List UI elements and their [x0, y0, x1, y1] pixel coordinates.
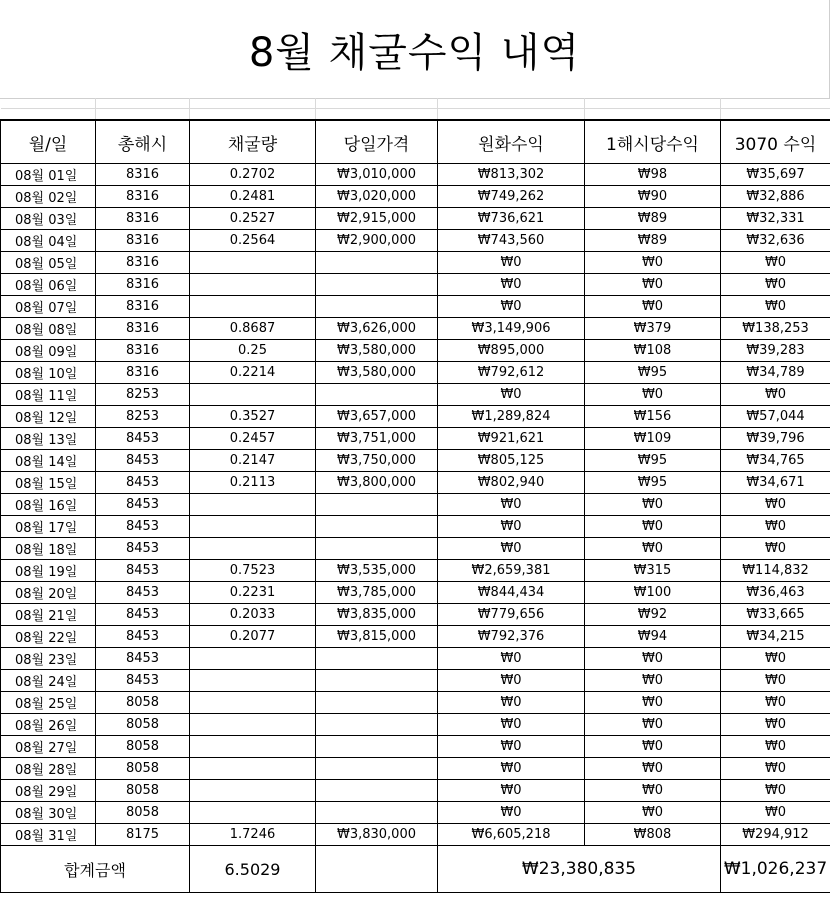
per-hash-cell[interactable]: ₩0 [585, 516, 721, 538]
header-krw-revenue[interactable]: 원화수익 [438, 120, 585, 164]
revenue-3070-cell[interactable]: ₩34,215 [721, 626, 830, 648]
hash-cell[interactable]: 8453 [96, 428, 190, 450]
header-date[interactable]: 월/일 [1, 120, 96, 164]
price-cell[interactable] [316, 494, 438, 516]
blank-cell[interactable] [721, 109, 830, 121]
price-cell[interactable]: ₩3,815,000 [316, 626, 438, 648]
krw-revenue-cell[interactable]: ₩844,434 [438, 582, 585, 604]
hash-cell[interactable]: 8316 [96, 340, 190, 362]
hash-cell[interactable]: 8453 [96, 516, 190, 538]
blank-cell[interactable] [585, 98, 721, 109]
hash-cell[interactable]: 8316 [96, 230, 190, 252]
hash-cell[interactable]: 8253 [96, 384, 190, 406]
per-hash-cell[interactable]: ₩0 [585, 494, 721, 516]
blank-cell[interactable] [190, 98, 316, 109]
per-hash-cell[interactable]: ₩0 [585, 670, 721, 692]
mined-cell[interactable] [190, 296, 316, 318]
date-cell[interactable]: 08월 04일 [1, 230, 96, 252]
date-cell[interactable]: 08월 17일 [1, 516, 96, 538]
hash-cell[interactable]: 8316 [96, 164, 190, 186]
mined-cell[interactable]: 0.2033 [190, 604, 316, 626]
table-row [1, 428, 830, 450]
hash-cell[interactable]: 8453 [96, 626, 190, 648]
mined-cell[interactable]: 0.2113 [190, 472, 316, 494]
date-cell[interactable]: 08월 12일 [1, 406, 96, 428]
hash-cell[interactable]: 8453 [96, 472, 190, 494]
per-hash-cell[interactable]: ₩95 [585, 450, 721, 472]
krw-revenue-cell[interactable]: ₩736,621 [438, 208, 585, 230]
mined-cell[interactable]: 0.7523 [190, 560, 316, 582]
revenue-3070-cell[interactable]: ₩0 [721, 274, 830, 296]
mined-cell[interactable] [190, 780, 316, 802]
table-row [1, 648, 830, 670]
price-cell[interactable]: ₩3,010,000 [316, 164, 438, 186]
table-row [1, 230, 830, 252]
blank-cell[interactable] [316, 109, 438, 121]
revenue-3070-cell[interactable]: ₩33,665 [721, 604, 830, 626]
table-row [1, 758, 830, 780]
price-cell[interactable] [316, 274, 438, 296]
revenue-3070-cell[interactable]: ₩294,912 [721, 824, 830, 846]
date-cell[interactable]: 08월 02일 [1, 186, 96, 208]
date-cell[interactable]: 08월 03일 [1, 208, 96, 230]
date-cell[interactable]: 08월 09일 [1, 340, 96, 362]
krw-revenue-cell[interactable]: ₩0 [438, 802, 585, 824]
krw-revenue-cell[interactable]: ₩749,262 [438, 186, 585, 208]
header-3070-revenue[interactable]: 3070 수익 [721, 120, 830, 164]
mined-cell[interactable]: 1.7246 [190, 824, 316, 846]
krw-revenue-cell[interactable]: ₩805,125 [438, 450, 585, 472]
blank-row [1, 98, 830, 109]
krw-revenue-cell[interactable]: ₩0 [438, 758, 585, 780]
table-row [1, 296, 830, 318]
mined-cell[interactable]: 0.2147 [190, 450, 316, 472]
date-cell[interactable]: 08월 10일 [1, 362, 96, 384]
price-cell[interactable] [316, 736, 438, 758]
date-cell[interactable]: 08월 21일 [1, 604, 96, 626]
revenue-3070-cell[interactable]: ₩34,765 [721, 450, 830, 472]
price-cell[interactable] [316, 252, 438, 274]
hash-cell[interactable]: 8058 [96, 736, 190, 758]
krw-revenue-cell[interactable]: ₩0 [438, 538, 585, 560]
hash-cell[interactable]: 8058 [96, 758, 190, 780]
price-cell[interactable]: ₩3,751,000 [316, 428, 438, 450]
date-cell[interactable]: 08월 06일 [1, 274, 96, 296]
per-hash-cell[interactable]: ₩108 [585, 340, 721, 362]
table-row [1, 494, 830, 516]
header-total-hash[interactable]: 총해시 [96, 120, 190, 164]
krw-revenue-cell[interactable]: ₩792,376 [438, 626, 585, 648]
revenue-3070-cell[interactable]: ₩114,832 [721, 560, 830, 582]
hash-cell[interactable]: 8058 [96, 802, 190, 824]
date-cell[interactable]: 08월 08일 [1, 318, 96, 340]
krw-revenue-cell[interactable]: ₩921,621 [438, 428, 585, 450]
table-row [1, 780, 830, 802]
per-hash-cell[interactable]: ₩808 [585, 824, 721, 846]
revenue-3070-cell[interactable]: ₩0 [721, 670, 830, 692]
date-cell[interactable]: 08월 27일 [1, 736, 96, 758]
price-cell[interactable]: ₩2,900,000 [316, 230, 438, 252]
revenue-3070-cell[interactable]: ₩32,636 [721, 230, 830, 252]
revenue-3070-cell[interactable]: ₩36,463 [721, 582, 830, 604]
blank-cell[interactable] [190, 109, 316, 121]
date-cell[interactable]: 08월 28일 [1, 758, 96, 780]
krw-revenue-cell[interactable]: ₩0 [438, 670, 585, 692]
revenue-3070-cell[interactable]: ₩32,886 [721, 186, 830, 208]
per-hash-cell[interactable]: ₩0 [585, 296, 721, 318]
per-hash-cell[interactable]: ₩0 [585, 802, 721, 824]
price-cell[interactable]: ₩3,535,000 [316, 560, 438, 582]
hash-cell[interactable]: 8175 [96, 824, 190, 846]
blank-cell[interactable] [316, 98, 438, 109]
blank-cell[interactable] [585, 109, 721, 121]
sheet-title: 8월 채굴수익 내역 [248, 29, 581, 76]
per-hash-cell[interactable]: ₩89 [585, 230, 721, 252]
mined-cell[interactable] [190, 648, 316, 670]
hash-cell[interactable]: 8316 [96, 274, 190, 296]
price-cell[interactable]: ₩3,626,000 [316, 318, 438, 340]
date-cell[interactable]: 08월 15일 [1, 472, 96, 494]
per-hash-cell[interactable]: ₩95 [585, 472, 721, 494]
per-hash-cell[interactable]: ₩0 [585, 252, 721, 274]
blank-cell[interactable] [438, 109, 585, 121]
hash-cell[interactable]: 8316 [96, 318, 190, 340]
krw-revenue-cell[interactable]: ₩0 [438, 252, 585, 274]
price-cell[interactable]: ₩3,580,000 [316, 340, 438, 362]
mined-cell[interactable] [190, 494, 316, 516]
krw-revenue-cell[interactable]: ₩895,000 [438, 340, 585, 362]
mined-cell[interactable]: 0.2214 [190, 362, 316, 384]
per-hash-cell[interactable]: ₩94 [585, 626, 721, 648]
per-hash-cell[interactable]: ₩95 [585, 362, 721, 384]
hash-cell[interactable]: 8253 [96, 406, 190, 428]
hash-cell[interactable]: 8453 [96, 648, 190, 670]
table-row [1, 406, 830, 428]
mined-cell[interactable] [190, 736, 316, 758]
table-row [1, 318, 830, 340]
hash-cell[interactable]: 8316 [96, 186, 190, 208]
blank-cell[interactable] [96, 109, 190, 121]
krw-revenue-cell[interactable]: ₩0 [438, 692, 585, 714]
per-hash-cell[interactable]: ₩0 [585, 758, 721, 780]
mined-cell[interactable]: 0.25 [190, 340, 316, 362]
mined-cell[interactable]: 0.2457 [190, 428, 316, 450]
krw-revenue-cell[interactable]: ₩2,659,381 [438, 560, 585, 582]
table-row [1, 340, 830, 362]
mined-cell[interactable]: 0.2702 [190, 164, 316, 186]
krw-revenue-cell[interactable]: ₩743,560 [438, 230, 585, 252]
date-cell[interactable]: 08월 05일 [1, 252, 96, 274]
table-row [1, 560, 830, 582]
revenue-3070-cell[interactable]: ₩34,671 [721, 472, 830, 494]
revenue-3070-cell[interactable]: ₩0 [721, 516, 830, 538]
krw-revenue-cell[interactable]: ₩6,605,218 [438, 824, 585, 846]
per-hash-cell[interactable]: ₩100 [585, 582, 721, 604]
date-cell[interactable]: 08월 23일 [1, 648, 96, 670]
krw-revenue-cell[interactable]: ₩813,302 [438, 164, 585, 186]
revenue-3070-cell[interactable]: ₩0 [721, 736, 830, 758]
blank-cell[interactable] [1, 98, 96, 109]
date-cell[interactable]: 08월 29일 [1, 780, 96, 802]
revenue-3070-cell[interactable]: ₩39,283 [721, 340, 830, 362]
mined-cell[interactable]: 0.2527 [190, 208, 316, 230]
revenue-3070-cell[interactable]: ₩39,796 [721, 428, 830, 450]
krw-revenue-cell[interactable]: ₩0 [438, 736, 585, 758]
revenue-3070-cell[interactable]: ₩0 [721, 494, 830, 516]
krw-revenue-cell[interactable]: ₩0 [438, 274, 585, 296]
per-hash-cell[interactable]: ₩89 [585, 208, 721, 230]
date-cell[interactable]: 08월 13일 [1, 428, 96, 450]
date-cell[interactable]: 08월 14일 [1, 450, 96, 472]
blank-cell[interactable] [721, 98, 830, 109]
price-cell[interactable]: ₩3,657,000 [316, 406, 438, 428]
krw-revenue-cell[interactable]: ₩0 [438, 714, 585, 736]
mined-cell[interactable]: 0.2481 [190, 186, 316, 208]
hash-cell[interactable]: 8453 [96, 538, 190, 560]
price-cell[interactable]: ₩2,915,000 [316, 208, 438, 230]
table-row [1, 736, 830, 758]
hash-cell[interactable]: 8453 [96, 670, 190, 692]
table-row [1, 450, 830, 472]
mined-cell[interactable] [190, 670, 316, 692]
mined-cell[interactable] [190, 252, 316, 274]
mined-cell[interactable] [190, 692, 316, 714]
price-cell[interactable]: ₩3,750,000 [316, 450, 438, 472]
price-cell[interactable] [316, 648, 438, 670]
mined-cell[interactable] [190, 802, 316, 824]
table-row [1, 252, 830, 274]
krw-revenue-cell[interactable]: ₩1,289,824 [438, 406, 585, 428]
price-cell[interactable] [316, 780, 438, 802]
table-row [1, 186, 830, 208]
price-cell[interactable] [316, 758, 438, 780]
table-row [1, 714, 830, 736]
price-cell[interactable] [316, 296, 438, 318]
date-cell[interactable]: 08월 25일 [1, 692, 96, 714]
table-row [1, 538, 830, 560]
total-krw[interactable]: ₩23,380,835 [438, 846, 721, 893]
krw-revenue-cell[interactable]: ₩0 [438, 296, 585, 318]
header-revenue-per-hash[interactable]: 1해시당수익 [585, 120, 721, 164]
date-cell[interactable]: 08월 01일 [1, 164, 96, 186]
revenue-3070-cell[interactable]: ₩0 [721, 648, 830, 670]
table-row [1, 516, 830, 538]
per-hash-cell[interactable]: ₩92 [585, 604, 721, 626]
hash-cell[interactable]: 8453 [96, 582, 190, 604]
blank-cell[interactable] [438, 98, 585, 109]
table-row [1, 208, 830, 230]
per-hash-cell[interactable]: ₩315 [585, 560, 721, 582]
hash-cell[interactable]: 8316 [96, 362, 190, 384]
hash-cell[interactable]: 8058 [96, 780, 190, 802]
per-hash-cell[interactable]: ₩109 [585, 428, 721, 450]
table-row [1, 274, 830, 296]
krw-revenue-cell[interactable]: ₩792,612 [438, 362, 585, 384]
revenue-3070-cell[interactable]: ₩0 [721, 780, 830, 802]
date-cell[interactable]: 08월 07일 [1, 296, 96, 318]
revenue-3070-cell[interactable]: ₩0 [721, 384, 830, 406]
mined-cell[interactable]: 0.2564 [190, 230, 316, 252]
total-row [1, 846, 830, 893]
hash-cell[interactable]: 8453 [96, 450, 190, 472]
hash-cell[interactable]: 8058 [96, 692, 190, 714]
mined-cell[interactable] [190, 758, 316, 780]
mined-cell[interactable] [190, 274, 316, 296]
sheet-title-cell[interactable] [0, 0, 830, 99]
mining-table [0, 98, 830, 893]
per-hash-cell[interactable]: ₩0 [585, 714, 721, 736]
revenue-3070-cell[interactable]: ₩138,253 [721, 318, 830, 340]
mined-cell[interactable] [190, 384, 316, 406]
date-cell[interactable]: 08월 18일 [1, 538, 96, 560]
hash-cell[interactable]: 8316 [96, 252, 190, 274]
table-row [1, 670, 830, 692]
table-row [1, 384, 830, 406]
price-cell[interactable]: ₩3,830,000 [316, 824, 438, 846]
price-cell[interactable]: ₩3,580,000 [316, 362, 438, 384]
date-cell[interactable]: 08월 31일 [1, 824, 96, 846]
mined-cell[interactable] [190, 538, 316, 560]
hash-cell[interactable]: 8058 [96, 714, 190, 736]
header-daily-price[interactable]: 당일가격 [316, 120, 438, 164]
revenue-3070-cell[interactable]: ₩32,331 [721, 208, 830, 230]
table-row [1, 582, 830, 604]
per-hash-cell[interactable]: ₩0 [585, 274, 721, 296]
table-row [1, 802, 830, 824]
per-hash-cell[interactable]: ₩156 [585, 406, 721, 428]
revenue-3070-cell[interactable]: ₩0 [721, 252, 830, 274]
total-empty-price[interactable] [316, 846, 438, 893]
revenue-3070-cell[interactable]: ₩0 [721, 692, 830, 714]
revenue-3070-cell[interactable]: ₩35,697 [721, 164, 830, 186]
table-row [1, 362, 830, 384]
revenue-3070-cell[interactable]: ₩0 [721, 758, 830, 780]
blank-row [1, 109, 830, 121]
price-cell[interactable] [316, 714, 438, 736]
revenue-3070-cell[interactable]: ₩0 [721, 802, 830, 824]
mined-cell[interactable]: 0.2231 [190, 582, 316, 604]
per-hash-cell[interactable]: ₩90 [585, 186, 721, 208]
krw-revenue-cell[interactable]: ₩779,656 [438, 604, 585, 626]
hash-cell[interactable]: 8453 [96, 560, 190, 582]
krw-revenue-cell[interactable]: ₩3,149,906 [438, 318, 585, 340]
hash-cell[interactable]: 8316 [96, 296, 190, 318]
hash-cell[interactable]: 8453 [96, 604, 190, 626]
date-cell[interactable]: 08월 24일 [1, 670, 96, 692]
krw-revenue-cell[interactable]: ₩0 [438, 516, 585, 538]
price-cell[interactable] [316, 384, 438, 406]
krw-revenue-cell[interactable]: ₩0 [438, 384, 585, 406]
date-cell[interactable]: 08월 30일 [1, 802, 96, 824]
price-cell[interactable]: ₩3,835,000 [316, 604, 438, 626]
hash-cell[interactable]: 8316 [96, 208, 190, 230]
per-hash-cell[interactable]: ₩0 [585, 648, 721, 670]
table-row [1, 604, 830, 626]
krw-revenue-cell[interactable]: ₩0 [438, 494, 585, 516]
hash-cell[interactable]: 8453 [96, 494, 190, 516]
table-row [1, 472, 830, 494]
per-hash-cell[interactable]: ₩98 [585, 164, 721, 186]
total-label[interactable]: 합계금액 [1, 846, 190, 893]
price-cell[interactable] [316, 538, 438, 560]
date-cell[interactable]: 08월 19일 [1, 560, 96, 582]
per-hash-cell[interactable]: ₩379 [585, 318, 721, 340]
krw-revenue-cell[interactable]: ₩802,940 [438, 472, 585, 494]
date-cell[interactable]: 08월 20일 [1, 582, 96, 604]
krw-revenue-cell[interactable]: ₩0 [438, 780, 585, 802]
price-cell[interactable]: ₩3,020,000 [316, 186, 438, 208]
price-cell[interactable] [316, 692, 438, 714]
blank-cell[interactable] [96, 98, 190, 109]
table-row [1, 626, 830, 648]
header-row [1, 120, 830, 164]
revenue-3070-cell[interactable]: ₩57,044 [721, 406, 830, 428]
header-mined-amount[interactable]: 채굴량 [190, 120, 316, 164]
date-cell[interactable]: 08월 26일 [1, 714, 96, 736]
table-row [1, 824, 830, 846]
price-cell[interactable] [316, 802, 438, 824]
per-hash-cell[interactable]: ₩0 [585, 780, 721, 802]
per-hash-cell[interactable]: ₩0 [585, 384, 721, 406]
per-hash-cell[interactable]: ₩0 [585, 736, 721, 758]
revenue-3070-cell[interactable]: ₩0 [721, 538, 830, 560]
revenue-3070-cell[interactable]: ₩0 [721, 296, 830, 318]
table-row [1, 164, 830, 186]
price-cell[interactable]: ₩3,800,000 [316, 472, 438, 494]
date-cell[interactable]: 08월 16일 [1, 494, 96, 516]
total-mined[interactable]: 6.5029 [190, 846, 316, 893]
mined-cell[interactable] [190, 516, 316, 538]
krw-revenue-cell[interactable]: ₩0 [438, 648, 585, 670]
date-cell[interactable]: 08월 22일 [1, 626, 96, 648]
total-3070[interactable]: ₩1,026,237 [721, 846, 830, 893]
mined-cell[interactable]: 0.8687 [190, 318, 316, 340]
revenue-3070-cell[interactable]: ₩0 [721, 714, 830, 736]
revenue-3070-cell[interactable]: ₩34,789 [721, 362, 830, 384]
blank-cell[interactable] [1, 109, 96, 121]
date-cell[interactable]: 08월 11일 [1, 384, 96, 406]
mined-cell[interactable]: 0.3527 [190, 406, 316, 428]
per-hash-cell[interactable]: ₩0 [585, 692, 721, 714]
price-cell[interactable] [316, 516, 438, 538]
mined-cell[interactable]: 0.2077 [190, 626, 316, 648]
mined-cell[interactable] [190, 714, 316, 736]
table-row [1, 692, 830, 714]
price-cell[interactable]: ₩3,785,000 [316, 582, 438, 604]
price-cell[interactable] [316, 670, 438, 692]
per-hash-cell[interactable]: ₩0 [585, 538, 721, 560]
